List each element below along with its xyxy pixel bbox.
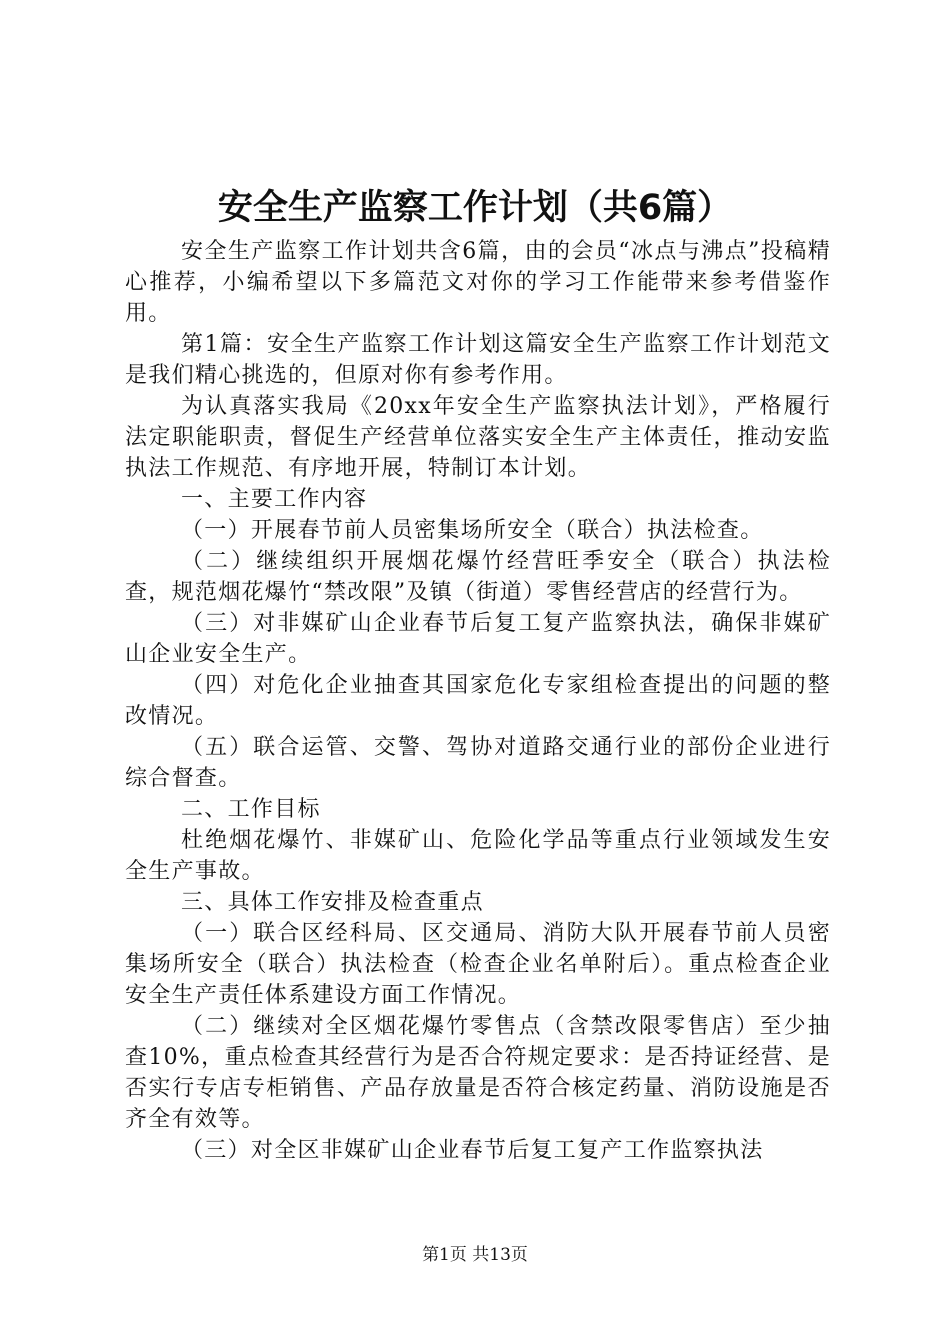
paragraph-goal: 杜绝烟花爆竹、非媒矿山、危险化学品等重点行业领域发生安全生产事故。 <box>125 828 831 884</box>
section-heading-main-content: 一、主要工作内容 <box>181 487 368 512</box>
paragraph-intro: 安全生产监察工作计划共含6篇，由的会员“冰点与沸点”投稿精心推荐，小编希望以下多篇范文对你的学习工作能带来参考借鉴作用。 <box>125 239 831 326</box>
section-heading-arrangements: 三、具体工作安排及检查重点 <box>181 890 484 915</box>
page-footer: 第1页 共13页 <box>422 1245 528 1265</box>
document-body <box>125 236 831 1166</box>
list-item: （三）对非媒矿山企业春节后复工复产监察执法，确保非媒矿山企业安全生产。 <box>125 611 831 667</box>
list-item: （二）继续组织开展烟花爆竹经营旺季安全（联合）执法检查，规范烟花爆竹“禁改限”及镇（街道）零售经营店的经营行为。 <box>125 549 831 605</box>
list-item: （一）联合区经科局、区交通局、消防大队开展春节前人员密集场所安全（联合）执法检查（检查企业名单附后）。重点检查企业安全生产责任体系建设方面工作情况。 <box>125 921 831 1008</box>
list-item: （二）继续对全区烟花爆竹零售点（含禁改限零售店）至少抽查10%，重点检查其经营行为是否合符规定要求：是否持证经营、是否实行专店专柜销售、产品存放量是否符合核定药量、消防设施是否齐全有效等。 <box>125 1014 831 1132</box>
paragraph-part1: 第1篇：安全生产监察工作计划这篇安全生产监察工作计划范文是我们精心挑选的，但原对你有参考作用。 <box>125 332 831 388</box>
section-heading-goals: 二、工作目标 <box>181 797 321 822</box>
list-item: （五）联合运管、交警、驾协对道路交通行业的部份企业进行综合督查。 <box>125 735 831 791</box>
list-item: （一）开展春节前人员密集场所安全（联合）执法检查。 <box>181 518 764 543</box>
list-item: （四）对危化企业抽查其国家危化专家组检查提出的问题的整改情况。 <box>125 673 831 729</box>
list-item: （三）对全区非媒矿山企业春节后复工复产工作监察执法 <box>181 1138 764 1163</box>
page-title: 安全生产监察工作计划（共6篇） <box>217 188 733 228</box>
paragraph-purpose: 为认真落实我局《20xx年安全生产监察执法计划》，严格履行法定职能职责，督促生产经营单位落实安全生产主体责任，推动安监执法工作规范、有序地开展，特制订本计划。 <box>125 394 831 481</box>
